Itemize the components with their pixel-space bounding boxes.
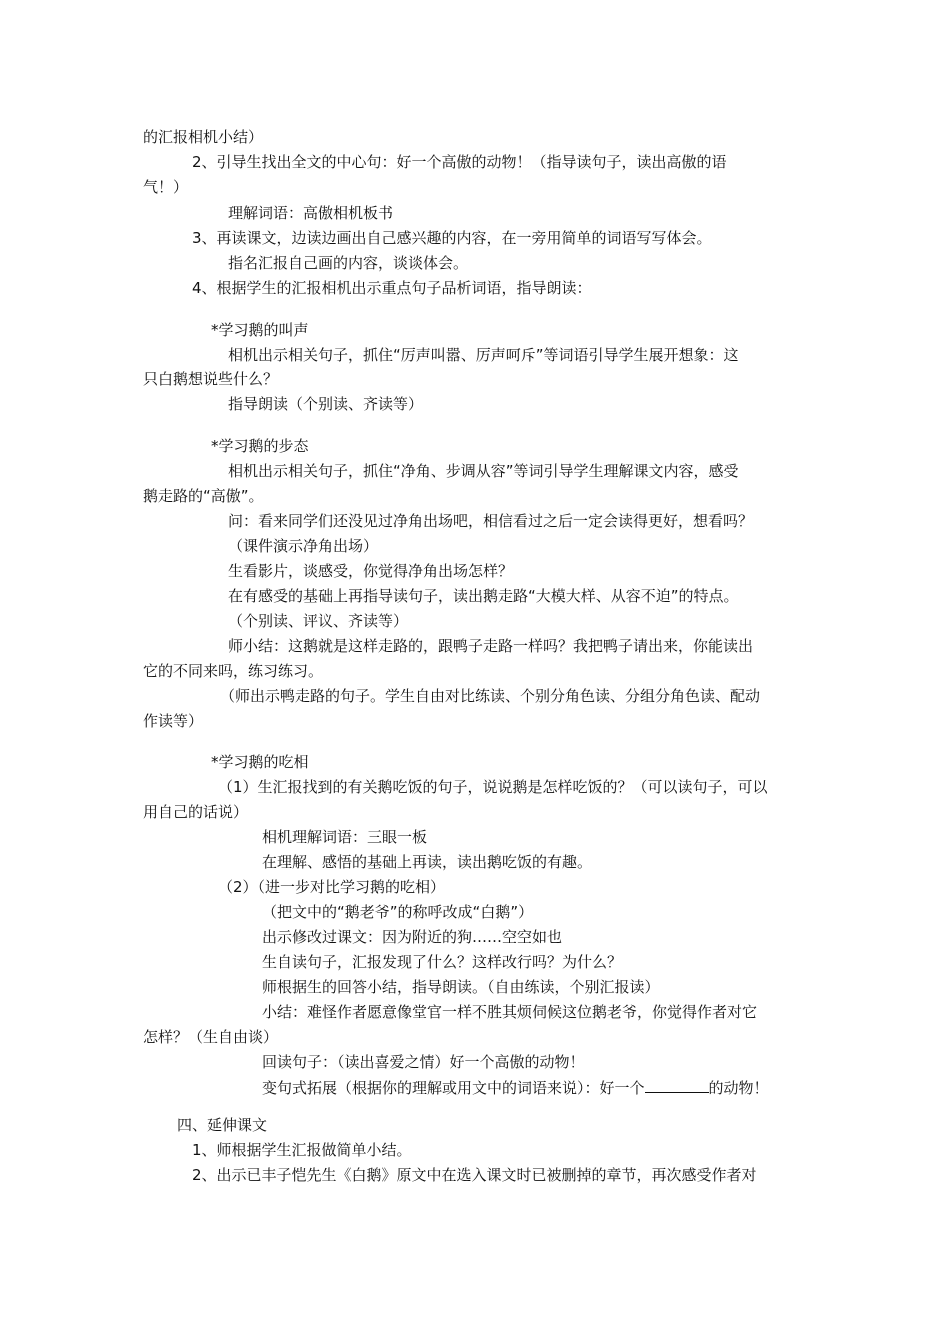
section-heading: *学习鹅的步态 <box>211 437 309 455</box>
text-line: 理解词语：高傲相机板书 <box>228 204 394 222</box>
text-line: （1）生汇报找到的有关鹅吃饭的句子，说说鹅是怎样吃饭的？（可以读句子，可以 <box>218 778 768 796</box>
text-line: 怎样？（生自由谈） <box>143 1028 279 1046</box>
text-line: 2、出示已丰子恺先生《白鹅》原文中在选入课文时已被删掉的章节，再次感受作者对 <box>192 1166 757 1184</box>
text-line: 在理解、感悟的基础上再读，读出鹅吃饭的有趣。 <box>262 853 593 871</box>
text-line: 回读句子：（读出喜爱之情）好一个高傲的动物！ <box>262 1053 585 1071</box>
section-heading: *学习鹅的吃相 <box>211 753 309 771</box>
text-line: 只白鹅想说些什么？ <box>143 370 279 388</box>
text-line: 指导朗读（个别读、齐读等） <box>228 395 424 413</box>
text-line: 作读等） <box>143 712 204 730</box>
text-line: 师根据生的回答小结，指导朗读。（自由练读，个别汇报读） <box>262 978 660 996</box>
fill-in-suffix: 的动物！ <box>708 1079 769 1097</box>
fill-in-prefix: 变句式拓展（根据你的理解或用文中的词语来说）：好一个 <box>262 1079 645 1097</box>
text-line: （把文中的“鹅老爷”的称呼改成“白鹅”） <box>262 903 534 921</box>
text-line: 3、再读课文，边读边画出自己感兴趣的内容，在一旁用简单的词语写写体会。 <box>192 229 712 247</box>
text-line: 在有感受的基础上再指导读句子，读出鹅走路“大模大样、从容不迫”的特点。 <box>228 587 739 605</box>
text-line: 鹅走路的“高傲”。 <box>143 487 264 505</box>
text-line: 4、根据学生的汇报相机出示重点句子品析词语，指导朗读： <box>192 279 592 297</box>
text-line: 用自己的话说） <box>143 803 249 821</box>
text-line: 小结：难怪作者愿意像堂官一样不胜其烦伺候这位鹅老爷，你觉得作者对它 <box>262 1003 758 1021</box>
text-line: 气！） <box>143 178 189 196</box>
text-line: 师小结：这鹅就是这样走路的，跟鸭子走路一样吗？我把鸭子请出来，你能读出 <box>228 637 754 655</box>
text-line: 问：看来同学们还没见过净角出场吧，相信看过之后一定会读得更好，想看吗？ <box>228 512 754 530</box>
text-line: 相机出示相关句子，抓住“净角、步调从容”等词引导学生理解课文内容，感受 <box>228 462 739 480</box>
text-line: 2、引导生找出全文的中心句：好一个高傲的动物！（指导读句子，读出高傲的语 <box>192 153 727 171</box>
text-line: 出示修改过课文：因为附近的狗……空空如也 <box>262 928 563 946</box>
fill-in-blank <box>645 1077 709 1093</box>
text-line: 指名汇报自己画的内容，谈谈体会。 <box>228 254 469 272</box>
section-heading: 四、延伸课文 <box>177 1116 268 1134</box>
text-line: 相机出示相关句子，抓住“厉声叫嚣、厉声呵斥”等词语引导学生展开想象：这 <box>228 346 739 364</box>
text-line: （个别读、评议、齐读等） <box>228 612 409 630</box>
text-line: 1、师根据学生汇报做简单小结。 <box>192 1141 412 1159</box>
fill-in-line <box>262 1077 769 1098</box>
text-line: 的汇报相机小结） <box>143 128 264 146</box>
text-line: 它的不同来吗，练习练习。 <box>143 662 324 680</box>
text-line: 相机理解词语：三眼一板 <box>262 828 428 846</box>
text-line: （2）（进一步对比学习鹅的吃相） <box>218 878 446 896</box>
text-line: （课件演示净角出场） <box>228 537 379 555</box>
text-line: （师出示鸭走路的句子。学生自由对比练读、个别分角色读、分组分角色读、配动 <box>220 687 761 705</box>
text-line: 生自读句子，汇报发现了什么？这样改行吗？为什么？ <box>262 953 623 971</box>
section-heading: *学习鹅的叫声 <box>211 321 309 339</box>
text-line: 生看影片，谈感受，你觉得净角出场怎样？ <box>228 562 514 580</box>
